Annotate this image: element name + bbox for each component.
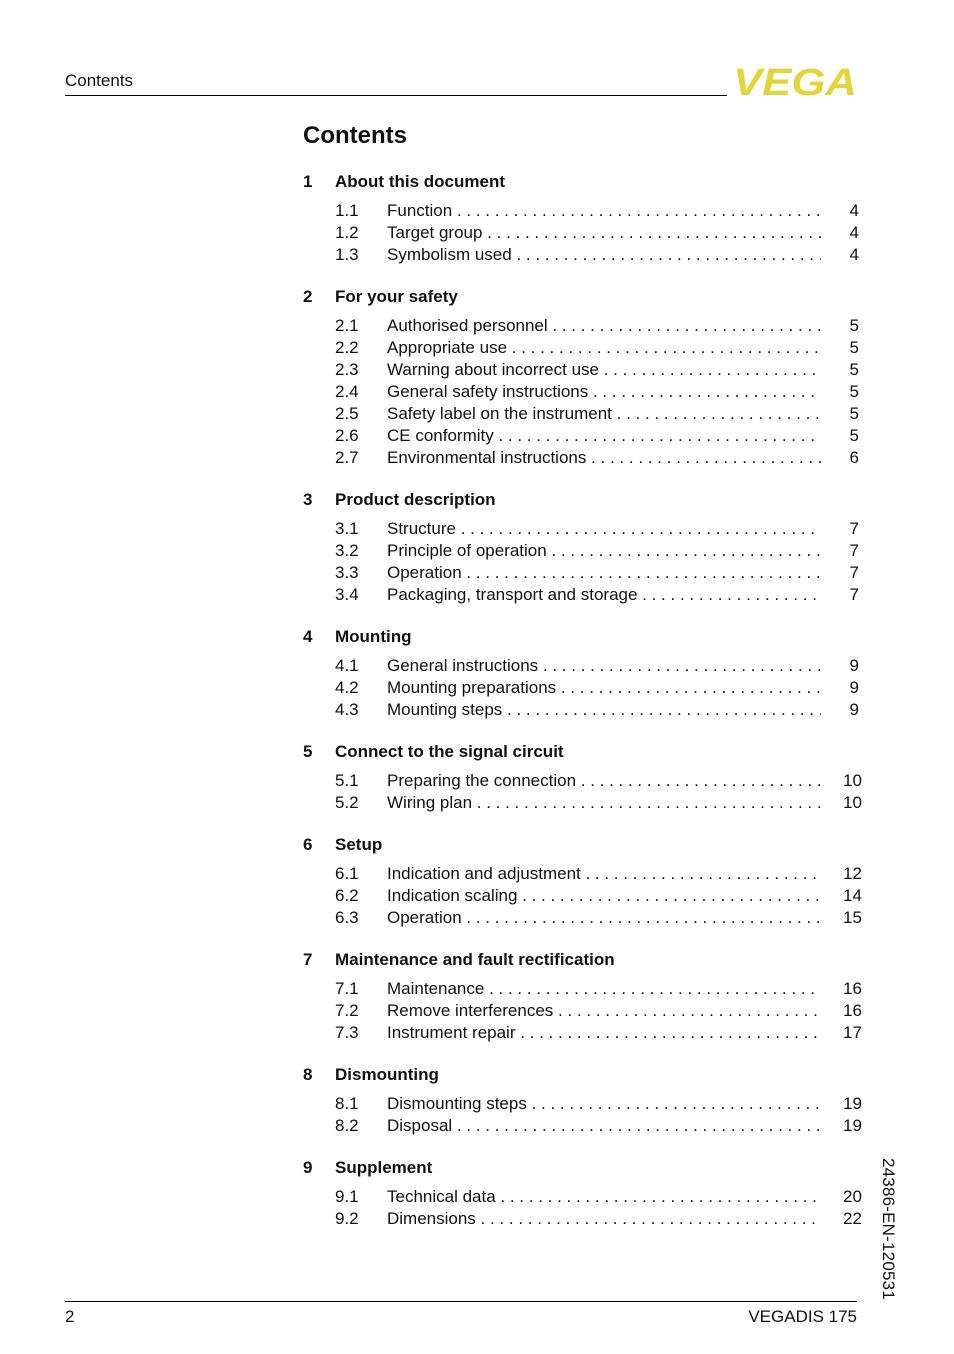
entry-page-number: 5 — [849, 382, 859, 401]
entry-title: Disposal . . . — [387, 1115, 821, 1137]
entry-title: Dismounting steps . . . — [387, 1093, 821, 1115]
entry-number: 2.3 — [335, 360, 359, 379]
entry-title: Maintenance . . . — [387, 978, 821, 1000]
entry-page-number: 20 — [843, 1187, 862, 1206]
toc-entry[interactable] — [303, 863, 862, 885]
table-of-contents — [303, 171, 862, 1250]
entry-title: Dimensions . . . — [387, 1208, 821, 1230]
entry-number: 1.3 — [335, 245, 359, 264]
running-header: Contents — [65, 71, 134, 90]
footer-product-name: VEGADIS 175 — [748, 1307, 857, 1326]
toc-entry[interactable] — [303, 699, 859, 721]
section-number: 5 — [303, 742, 313, 761]
entry-number: 7.2 — [335, 1001, 359, 1020]
section-number: 8 — [303, 1065, 313, 1084]
toc-section — [303, 171, 859, 266]
toc-entry[interactable] — [303, 381, 859, 403]
entry-number: 8.2 — [335, 1116, 359, 1135]
entry-page-number: 5 — [849, 338, 859, 357]
toc-entry[interactable] — [303, 518, 859, 540]
entry-number: 7.3 — [335, 1023, 359, 1042]
entry-number: 2.6 — [335, 426, 359, 445]
entry-page-number: 7 — [849, 563, 859, 582]
svg-text:VEGA: VEGA — [733, 64, 857, 98]
section-heading[interactable] — [303, 286, 859, 308]
entry-number: 3.3 — [335, 563, 359, 582]
section-title: Product description — [335, 490, 496, 509]
section-number: 7 — [303, 950, 313, 969]
entry-number: 5.2 — [335, 793, 359, 812]
entry-title: Operation . . . — [387, 562, 821, 584]
entry-number: 1.1 — [335, 201, 359, 220]
toc-entry[interactable] — [303, 359, 859, 381]
section-title: About this document — [335, 172, 505, 191]
toc-entry[interactable] — [303, 1022, 862, 1044]
section-title: Connect to the signal circuit — [335, 742, 564, 761]
vega-logo — [733, 64, 859, 98]
entry-title: Technical data . . . — [387, 1186, 821, 1208]
entry-title: Target group . . . — [387, 222, 821, 244]
entry-title: General instructions . . . — [387, 655, 821, 677]
entry-page-number: 4 — [849, 223, 859, 242]
entry-page-number: 14 — [843, 886, 862, 905]
entry-title: Function . . . — [387, 200, 821, 222]
section-number: 3 — [303, 490, 313, 509]
entry-page-number: 9 — [849, 678, 859, 697]
toc-entry[interactable] — [303, 1186, 862, 1208]
entry-page-number: 16 — [843, 979, 862, 998]
entry-number: 9.1 — [335, 1187, 359, 1206]
entry-number: 8.1 — [335, 1094, 359, 1113]
entry-number: 6.2 — [335, 886, 359, 905]
entry-page-number: 4 — [849, 245, 859, 264]
toc-entry[interactable] — [303, 222, 859, 244]
section-number: 4 — [303, 627, 313, 646]
document-code: 24386-EN-120531 — [879, 1158, 898, 1300]
toc-entry[interactable] — [303, 337, 859, 359]
entry-title: Mounting steps . . . — [387, 699, 821, 721]
section-heading[interactable] — [303, 834, 859, 856]
entry-number: 3.2 — [335, 541, 359, 560]
entry-page-number: 22 — [843, 1209, 862, 1228]
toc-entry[interactable] — [303, 677, 859, 699]
entry-number: 2.2 — [335, 338, 359, 357]
entry-page-number: 9 — [849, 656, 859, 675]
footer-rule — [65, 1301, 857, 1302]
toc-entry[interactable] — [303, 1000, 862, 1022]
toc-entry[interactable] — [303, 562, 859, 584]
entry-number: 3.1 — [335, 519, 359, 538]
section-number: 2 — [303, 287, 313, 306]
toc-entry[interactable] — [303, 244, 859, 266]
toc-entry[interactable] — [303, 907, 862, 929]
section-number: 1 — [303, 172, 313, 191]
entry-title: Structure . . . — [387, 518, 821, 540]
section-title: Supplement — [335, 1158, 433, 1177]
toc-entry[interactable] — [303, 978, 862, 1000]
section-title: Setup — [335, 835, 383, 854]
toc-entry[interactable] — [303, 1115, 862, 1137]
entry-title: Authorised personnel . . . — [387, 315, 821, 337]
entry-page-number: 4 — [849, 201, 859, 220]
section-heading[interactable] — [303, 1157, 859, 1179]
toc-entry[interactable] — [303, 447, 859, 469]
toc-entry[interactable] — [303, 315, 859, 337]
toc-entry[interactable] — [303, 200, 859, 222]
section-heading[interactable] — [303, 1064, 859, 1086]
entry-number: 6.1 — [335, 864, 359, 883]
entry-page-number: 12 — [843, 864, 862, 883]
section-heading[interactable] — [303, 626, 859, 648]
header-rule — [65, 95, 727, 96]
toc-section — [303, 741, 862, 814]
toc-section — [303, 1157, 862, 1230]
section-title: Mounting — [335, 627, 412, 646]
section-heading[interactable] — [303, 949, 859, 971]
section-title: Maintenance and fault rectification — [335, 950, 615, 969]
entry-number: 4.2 — [335, 678, 359, 697]
entry-page-number: 16 — [843, 1001, 862, 1020]
entry-page-number: 15 — [843, 908, 862, 927]
entry-page-number: 5 — [849, 360, 859, 379]
entry-title: Operation . . . — [387, 907, 821, 929]
toc-section — [303, 834, 862, 929]
entry-number: 7.1 — [335, 979, 359, 998]
entry-title: Appropriate use . . . — [387, 337, 821, 359]
page-title: Contents — [303, 122, 407, 149]
entry-title: Mounting preparations . . . — [387, 677, 821, 699]
entry-title: Principle of operation . . . — [387, 540, 821, 562]
entry-number: 2.4 — [335, 382, 359, 401]
entry-page-number: 17 — [843, 1023, 862, 1042]
entry-number: 3.4 — [335, 585, 359, 604]
entry-number: 2.5 — [335, 404, 359, 423]
entry-page-number: 6 — [849, 448, 859, 467]
toc-section — [303, 1064, 862, 1137]
entry-number: 1.2 — [335, 223, 359, 242]
entry-number: 2.7 — [335, 448, 359, 467]
toc-section — [303, 949, 862, 1044]
entry-page-number: 19 — [843, 1116, 862, 1135]
entry-number: 4.1 — [335, 656, 359, 675]
toc-section — [303, 489, 859, 606]
entry-title: Indication and adjustment . . . — [387, 863, 821, 885]
entry-title: Remove interferences . . . — [387, 1000, 821, 1022]
toc-entry[interactable] — [303, 1208, 862, 1230]
section-heading[interactable] — [303, 171, 859, 193]
toc-entry[interactable] — [303, 425, 859, 447]
section-number: 9 — [303, 1158, 313, 1177]
entry-title: General safety instructions . . . — [387, 381, 821, 403]
entry-title: Indication scaling . . . — [387, 885, 821, 907]
toc-section — [303, 626, 859, 721]
entry-title: Environmental instructions . . . — [387, 447, 821, 469]
toc-entry[interactable] — [303, 540, 859, 562]
entry-page-number: 7 — [849, 585, 859, 604]
toc-entry[interactable] — [303, 584, 859, 606]
section-heading[interactable] — [303, 741, 859, 763]
entry-title: Wiring plan . . . — [387, 792, 821, 814]
entry-title: CE conformity . . . — [387, 425, 821, 447]
section-title: For your safety — [335, 287, 458, 306]
entry-number: 2.1 — [335, 316, 359, 335]
entry-title: Safety label on the instrument . . . — [387, 403, 821, 425]
toc-entry[interactable] — [303, 403, 859, 425]
entry-page-number: 5 — [849, 404, 859, 423]
entry-page-number: 9 — [849, 700, 859, 719]
section-number: 6 — [303, 835, 313, 854]
section-heading[interactable] — [303, 489, 859, 511]
entry-page-number: 10 — [843, 771, 862, 790]
entry-number: 4.3 — [335, 700, 359, 719]
toc-entry[interactable] — [303, 655, 859, 677]
entry-page-number: 5 — [849, 316, 859, 335]
entry-number: 9.2 — [335, 1209, 359, 1228]
toc-entry[interactable] — [303, 885, 862, 907]
entry-title: Warning about incorrect use . . . — [387, 359, 821, 381]
toc-entry[interactable] — [303, 1093, 862, 1115]
entry-title: Preparing the connection . . . — [387, 770, 821, 792]
entry-page-number: 7 — [849, 541, 859, 560]
entry-page-number: 7 — [849, 519, 859, 538]
entry-title: Symbolism used . . . — [387, 244, 821, 266]
footer-page-number: 2 — [65, 1307, 75, 1326]
entry-number: 6.3 — [335, 908, 359, 927]
entry-page-number: 10 — [843, 793, 862, 812]
section-title: Dismounting — [335, 1065, 439, 1084]
entry-page-number: 5 — [849, 426, 859, 445]
toc-section — [303, 286, 859, 469]
toc-entry[interactable] — [303, 770, 862, 792]
entry-title: Packaging, transport and storage . . . — [387, 584, 821, 606]
entry-title: Instrument repair . . . — [387, 1022, 821, 1044]
toc-entry[interactable] — [303, 792, 862, 814]
entry-page-number: 19 — [843, 1094, 862, 1113]
entry-number: 5.1 — [335, 771, 359, 790]
